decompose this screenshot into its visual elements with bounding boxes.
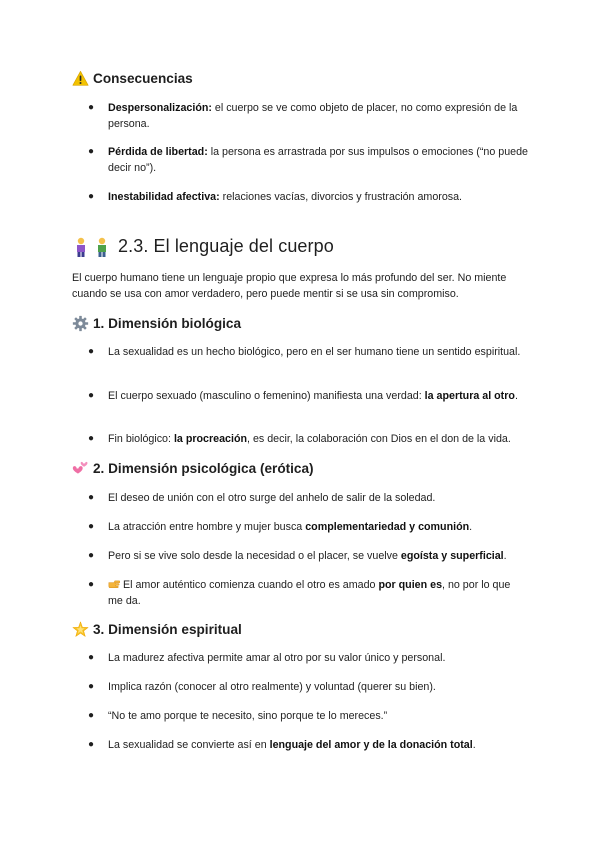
list-item xyxy=(88,650,528,666)
list-item xyxy=(88,100,528,132)
item-text: La sexualidad se convierte así en xyxy=(108,739,270,751)
bullet: ● xyxy=(88,681,95,692)
bullet: ● xyxy=(88,521,95,532)
item-text: El cuerpo sexuado (masculino o femenino) manifiesta una verdad: xyxy=(108,390,425,402)
psicologica-heading-text: 2. Dimensión psicológica (erótica) xyxy=(93,461,314,476)
item-text: . xyxy=(503,550,507,562)
item-text: , es decir, la colaboración con Dios en el don de la vida. xyxy=(247,433,511,445)
biologica-heading-text: 1. Dimensión biológica xyxy=(93,316,242,331)
biologica-heading xyxy=(72,315,241,332)
list-item xyxy=(88,490,528,506)
section-title xyxy=(72,236,334,257)
item-bold: Despersonalización: xyxy=(108,102,212,114)
bullet: ● xyxy=(88,390,95,401)
bullet: ● xyxy=(88,191,95,202)
bullet: ● xyxy=(88,102,95,113)
consecuencias-heading xyxy=(72,70,193,87)
bullet: ● xyxy=(88,739,95,750)
item-bold: complementariedad y comunión xyxy=(305,521,470,533)
list-item xyxy=(88,431,528,447)
bullet: ● xyxy=(88,492,95,503)
bullet: ● xyxy=(88,346,95,357)
item-bold: por quien es xyxy=(378,579,443,591)
item-text: la persona es arrastrada por sus impulsos o emociones (“no puede decir no”). xyxy=(108,146,528,174)
two-hearts-icon xyxy=(72,460,89,477)
bullet: ● xyxy=(88,146,95,157)
warning-icon xyxy=(72,70,89,87)
item-text: . xyxy=(514,390,518,402)
list-item xyxy=(88,548,528,564)
item-text: relaciones vacías, divorcios y frustración amorosa. xyxy=(219,191,463,203)
list-item xyxy=(88,388,528,404)
item-text: La madurez afectiva permite amar al otro por su valor único y personal. xyxy=(108,652,446,664)
item-text: Pero si se vive solo desde la necesidad o el placer, se vuelve xyxy=(108,550,401,562)
item-text: . xyxy=(469,521,473,533)
item-text: El amor auténtico comienza cuando el otro es amado xyxy=(123,579,379,591)
bullet: ● xyxy=(88,550,95,561)
item-bold: egoísta y superficial xyxy=(400,550,504,562)
psicologica-heading xyxy=(72,460,314,477)
item-bold: lenguaje del amor y de la donación total xyxy=(269,739,473,751)
list-item xyxy=(88,189,528,205)
item-text: Implica razón (conocer al otro realmente) y voluntad (querer su bien). xyxy=(108,681,436,693)
item-bold: Pérdida de libertad: xyxy=(108,146,208,158)
list-item xyxy=(88,737,528,753)
list-item xyxy=(88,519,528,535)
item-text: El deseo de unión con el otro surge del anhelo de salir de la soledad. xyxy=(108,492,436,504)
pointing-hand-icon xyxy=(108,578,120,589)
list-item xyxy=(88,577,528,609)
item-text: , no por lo que me da. xyxy=(108,579,511,607)
list-item xyxy=(88,144,528,176)
list-item xyxy=(88,679,528,695)
item-text: La atracción entre hombre y mujer busca xyxy=(108,521,306,533)
bullet: ● xyxy=(88,433,95,444)
consecuencias-heading-text: Consecuencias xyxy=(93,71,193,86)
bullet: ● xyxy=(88,652,95,663)
item-text: . xyxy=(472,739,476,751)
item-bold: Inestabilidad afectiva: xyxy=(108,191,220,203)
list-item xyxy=(88,708,528,724)
item-text: La sexualidad es un hecho biológico, pero en el ser humano tiene un sentido espiritual. xyxy=(108,346,521,358)
bullet: ● xyxy=(88,710,95,721)
espiritual-heading-text: 3. Dimensión espiritual xyxy=(93,622,242,637)
gear-icon xyxy=(72,315,89,332)
item-text: “No te amo porque te necesito, sino porque te lo mereces.” xyxy=(108,710,388,722)
glowing-star-icon xyxy=(72,621,89,638)
couple-icon xyxy=(72,237,112,257)
bullet: ● xyxy=(88,579,95,590)
section-title-text: 2.3. El lenguaje del cuerpo xyxy=(118,236,334,256)
espiritual-heading xyxy=(72,621,242,638)
item-text: Fin biológico: xyxy=(108,433,174,445)
item-bold: la apertura al otro xyxy=(424,390,515,402)
section-intro: El cuerpo humano tiene un lenguaje propio que expresa lo más profundo del ser. No miente cuando se usa con amor verdadero, pero puede mentir si se usa sin compromiso. xyxy=(72,272,507,300)
item-bold: la procreación xyxy=(173,433,248,445)
item-text: el cuerpo se ve como objeto de placer, no como expresión de la persona. xyxy=(108,102,518,130)
list-item xyxy=(88,344,528,360)
